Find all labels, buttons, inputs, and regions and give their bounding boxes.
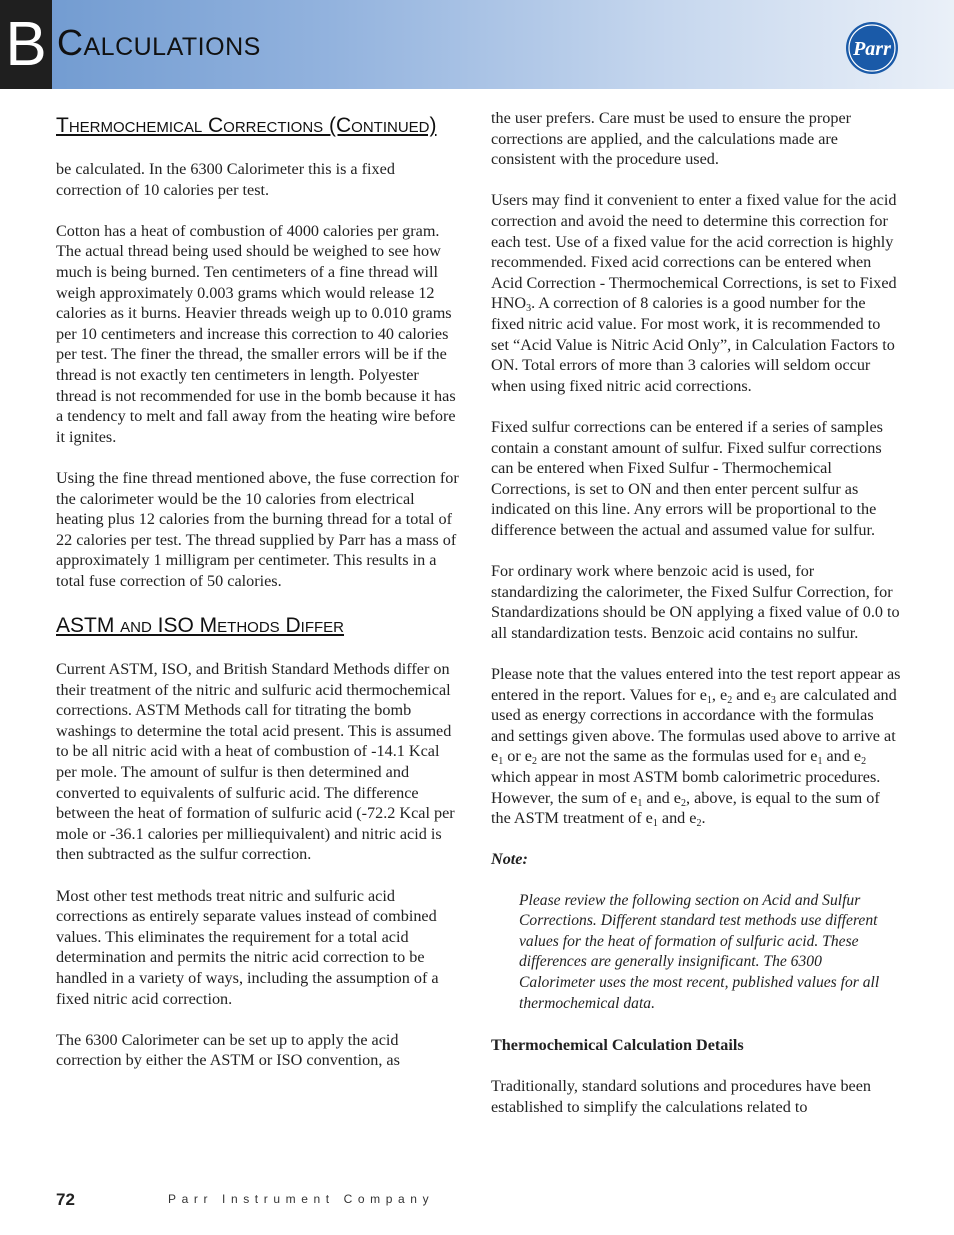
note-label: Note:	[491, 850, 528, 869]
paragraph-energy-corrections: Please note that the values entered into the test report appear as entered in the report. Values for $e_1$, $e_2$ and $e_3$ are calculated and used as energy corrections in accordance with the formulas and settings given above. The formulas used above to arrive at $e_1$ or $e_2$ are not the same as the formulas used for $e_1$ and $e_2$ which appear in most ASTM bomb calorimetric procedures. However, the sum of $e_1$ and $e_2$, above, is equal to the sum of the ASTM treatment of $e_1$ and $e_2$.	[491, 665, 901, 830]
paragraph: Using the fine thread mentioned above, the fuse correction for the calorimeter would be the 10 calories from electrical heating plus 12 calories from the burning thread for a total of 22 calories per test. The thread supplied by Parr has a mass of approximately 1 milligram per centimeter. This results in a total fuse correction of 50 calories.	[56, 468, 459, 590]
section-heading-thermochemical: Thermochemical Corrections (Continued)	[56, 114, 437, 137]
logo-text: Parr	[853, 38, 891, 60]
right-column	[491, 108, 901, 1138]
paragraph: Fixed sulfur corrections can be entered if a series of samples contain a constant amount of sulfur. Fixed sulfur corrections can be entered when Fixed Sulfur - Thermochemical Corrections, is set to ON and then enter percent sulfur as indicated on this line. Any errors will be proportional to the difference between the actual and assumed value for sulfur.	[491, 417, 883, 539]
page-number: 72	[56, 1190, 75, 1209]
note-text: Please review the following section on Acid and Sulfur Corrections. Different standard test methods use different values for the heat of formation of sulfuric acid. These differences are generally insignificant. The 6300 Calorimeter uses the most recent, published values for all thermochemical data.	[519, 891, 880, 1012]
page-header	[0, 0, 954, 89]
left-column	[56, 112, 461, 1092]
page-title: Calculations	[57, 22, 261, 63]
parr-logo-icon	[844, 20, 900, 76]
subheading-calculation-details: Thermochemical Calculation Details	[491, 1035, 744, 1054]
paragraph-fixed-acid: Users may find it convenient to enter a fixed value for the acid correction and avoid the need to determine this correction for each test. Use of a fixed value for the acid correction is highly recommended. Fixed acid corrections can be entered when Acid Correction - Thermochemical Corrections, is set to Fixed $HNO_3$. A correction of 8 calories is a good number for the fixed nitric acid value. For most work, it is recommended to set “Acid Value is Nitric Acid Only”, in Calculation Factors to ON. Total errors of more than 3 calories will seldom occur when using fixed nitric acid corrections.	[491, 191, 897, 395]
paragraph: Most other test methods treat nitric and sulfuric acid corrections as entirely separate values instead of combined values. This eliminates the requirement for a total acid determination and permits the nitric acid correction to be handled in a variety of ways, including the assumption of a fixed nitric acid correction.	[56, 886, 439, 1008]
paragraph: the user prefers. Care must be used to ensure the proper corrections are applied, and the calculations made are consistent with the procedure used.	[491, 109, 852, 169]
section-heading-astm-iso: ASTM and ISO Methods Differ	[56, 614, 345, 638]
appendix-letter: B	[0, 0, 52, 89]
paragraph: be calculated. In the 6300 Calorimeter this is a fixed correction of 10 calories per test.	[56, 160, 395, 199]
paragraph: Current ASTM, ISO, and British Standard Methods differ on their treatment of the nitric and sulfuric acid thermochemical corrections. ASTM Methods call for titrating the bomb washings to determine the total acid present. This is assumed to be all nitric acid with a heat of combustion of -14.1 Kcal per mole. The amount of sulfur is then determined and converted to equivalents of sulfuric acid. The difference between the heat of formation of sulfuric acid (-72.2 Kcal per mole or -36.1 calories per milliequivalent) and nitric acid is then subtracted as the sulfur correction.	[56, 660, 455, 864]
paragraph: The 6300 Calorimeter can be set up to apply the acid correction by either the ASTM or ISO convention, as	[56, 1030, 400, 1070]
paragraph: For ordinary work where benzoic acid is used, for standardizing the calorimeter, the Fixed Sulfur Correction, for Standardizations should be ON applying a fixed value of 0.0 to all standardization tests. Benzoic acid contains no sulfur.	[491, 562, 900, 642]
paragraph: Traditionally, standard solutions and procedures have been established to simplify the calculations related to	[491, 1076, 872, 1116]
paragraph: Cotton has a heat of combustion of 4000 calories per gram. The actual thread being used should be weighed to see how much is being burned. Ten centimeters of a fine thread will weigh approximately 0.003 grams which would release 12 calories as it burns. Heavier threads weigh up to 0.010 grams per 10 centimeters and increase this correction to 40 calories per test. The finer the thread, the smaller errors will be if the thread is not exactly ten centimeters in length. Polyester thread is not recommended for use in the bomb because it has a tendency to melt and fall away from the heating wire before it ignites.	[56, 221, 456, 446]
footer-company-name: Parr Instrument Company	[168, 1192, 435, 1206]
